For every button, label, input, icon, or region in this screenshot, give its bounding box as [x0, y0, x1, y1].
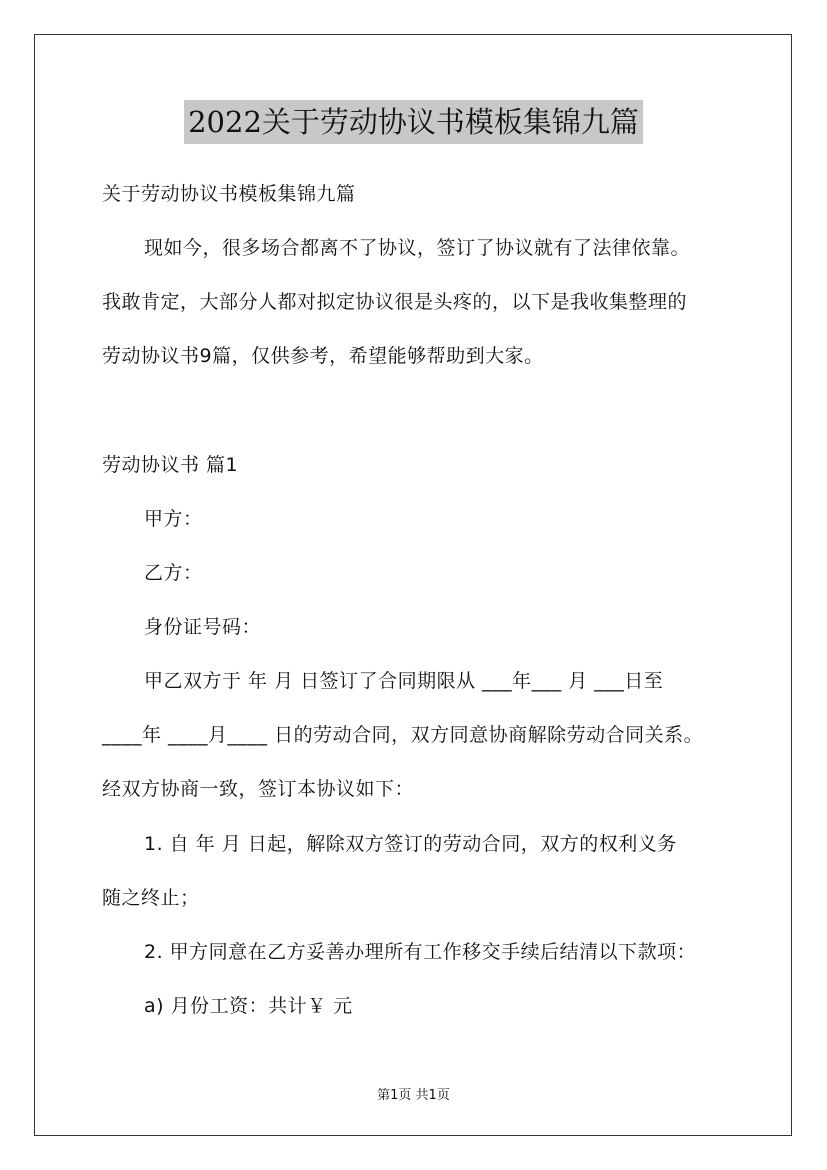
document-title: 2022关于劳动协议书模板集锦九篇: [184, 100, 643, 144]
contract-line-2: ____年 ____月____ 日的劳动合同，双方同意协商解除劳动合同关系。: [102, 724, 704, 746]
id-number-label: 身份证号码：: [144, 616, 262, 638]
item-2: 2. 甲方同意在乙方妥善办理所有工作移交手续后结清以下款项：: [144, 941, 697, 963]
party-a-label: 甲方：: [144, 508, 203, 530]
title-container: [0, 100, 827, 144]
item-2a: a) 月份工资：共计￥ 元: [144, 995, 353, 1017]
intro-line-1: 现如今，很多场合都离不了协议，签订了协议就有了法律依靠。: [144, 237, 691, 259]
subtitle: 关于劳动协议书模板集锦九篇: [102, 183, 356, 205]
item-1-line-2: 随之终止；: [102, 887, 200, 909]
item-1-line-1: 1. 自 年 月 日起，解除双方签订的劳动合同，双方的权利义务: [144, 833, 677, 855]
contract-line-3: 经双方协商一致，签订本协议如下：: [102, 778, 415, 800]
party-b-label: 乙方：: [144, 562, 203, 584]
page-footer: 第1页 共1页: [377, 1088, 450, 1103]
intro-line-3: 劳动协议书9篇，仅供参考，希望能够帮助到大家。: [102, 345, 544, 367]
section-heading: 劳动协议书 篇1: [102, 454, 239, 476]
contract-line-1: 甲乙双方于 年 月 日签订了合同期限从 ___年___ 月 ___日至: [144, 670, 664, 692]
intro-line-2: 我敢肯定，大部分人都对拟定协议很是头疼的，以下是我收集整理的: [102, 291, 688, 313]
